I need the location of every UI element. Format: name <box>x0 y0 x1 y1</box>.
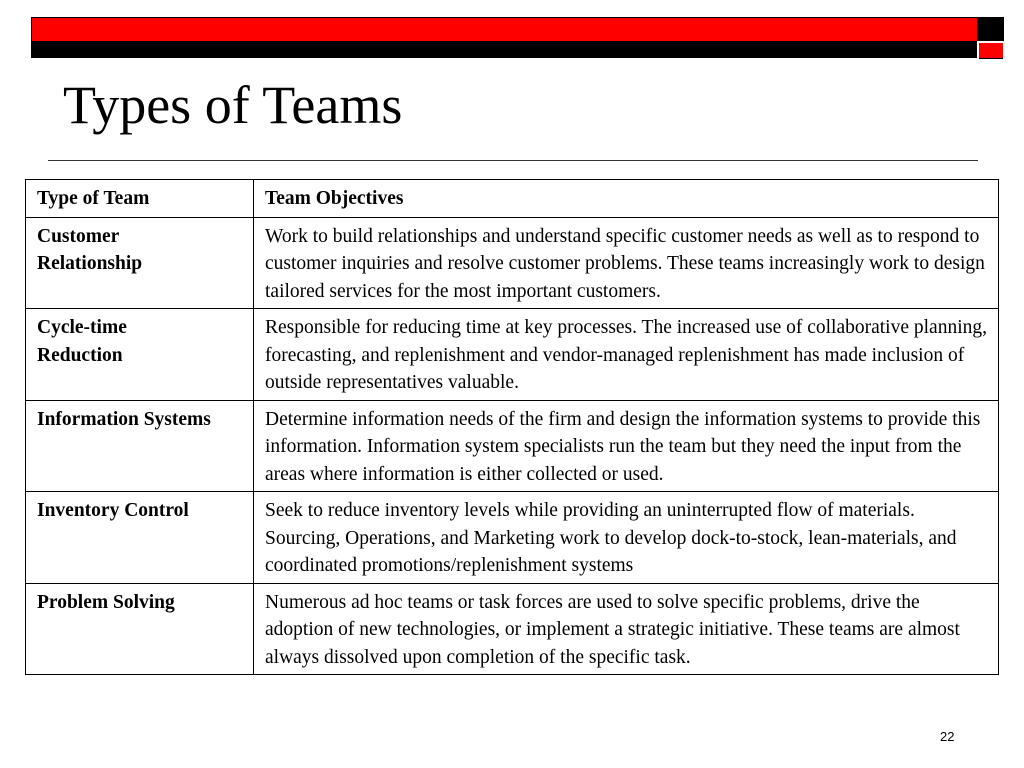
team-type-cell <box>26 309 254 401</box>
team-type-line: Relationship <box>37 253 143 274</box>
table-row <box>26 492 999 584</box>
team-type-line: Cycle-time <box>37 317 127 338</box>
team-type-cell <box>26 217 254 309</box>
team-type-cell <box>26 400 254 492</box>
table-row <box>26 309 999 401</box>
team-type-line: Customer <box>37 225 120 247</box>
team-objective-cell: Numerous ad hoc teams or task forces are used to solve specific problems, drive the adoption of new technologies, or implement a strategic initiative. These teams are almost always dissolved upon completion of the specific task. <box>254 583 999 675</box>
page-number: 22 <box>940 729 955 744</box>
team-type-line: Inventory Control <box>37 500 189 521</box>
title-divider <box>48 160 978 161</box>
header-black-bar <box>31 41 977 58</box>
corner-black-block <box>977 17 1004 41</box>
corner-red-block <box>979 43 1003 59</box>
table-row <box>26 400 999 492</box>
slide-title: Types of Teams <box>63 75 403 135</box>
team-type-line: Information Systems <box>37 408 211 430</box>
team-type-line: Problem Solving <box>37 591 175 613</box>
table-row <box>26 217 999 309</box>
team-types-table <box>25 179 999 675</box>
table-header-row <box>26 180 999 218</box>
header-type-of-team: Type of Team <box>26 180 254 218</box>
team-objective-cell: Determine information needs of the firm and design the information systems to provide this information. Information system specialists run the team but they need the input from the areas where information is either collected or used. <box>254 400 999 492</box>
header-red-bar <box>31 17 977 41</box>
team-type-cell <box>26 492 254 584</box>
team-objective-cell: Work to build relationships and understand specific customer needs as well as to respond to customer inquiries and resolve customer problems. These teams increasingly work to design tailored services for the most important customers. <box>254 217 999 309</box>
team-type-cell <box>26 583 254 675</box>
table-row <box>26 583 999 675</box>
header-team-objectives: Team Objectives <box>254 180 999 218</box>
team-objective-cell: Seek to reduce inventory levels while providing an uninterrupted flow of materials. Sourcing, Operations, and Marketing work to develop dock-to-stock, lean-materials, and coordinated promotions/replenishment systems <box>254 492 999 584</box>
team-objective-cell: Responsible for reducing time at key processes. The increased use of collaborative planning, forecasting, and replenishment and vendor-managed replenishment has made inclusion of outside representatives valuable. <box>254 309 999 401</box>
team-type-line: Reduction <box>37 344 123 366</box>
